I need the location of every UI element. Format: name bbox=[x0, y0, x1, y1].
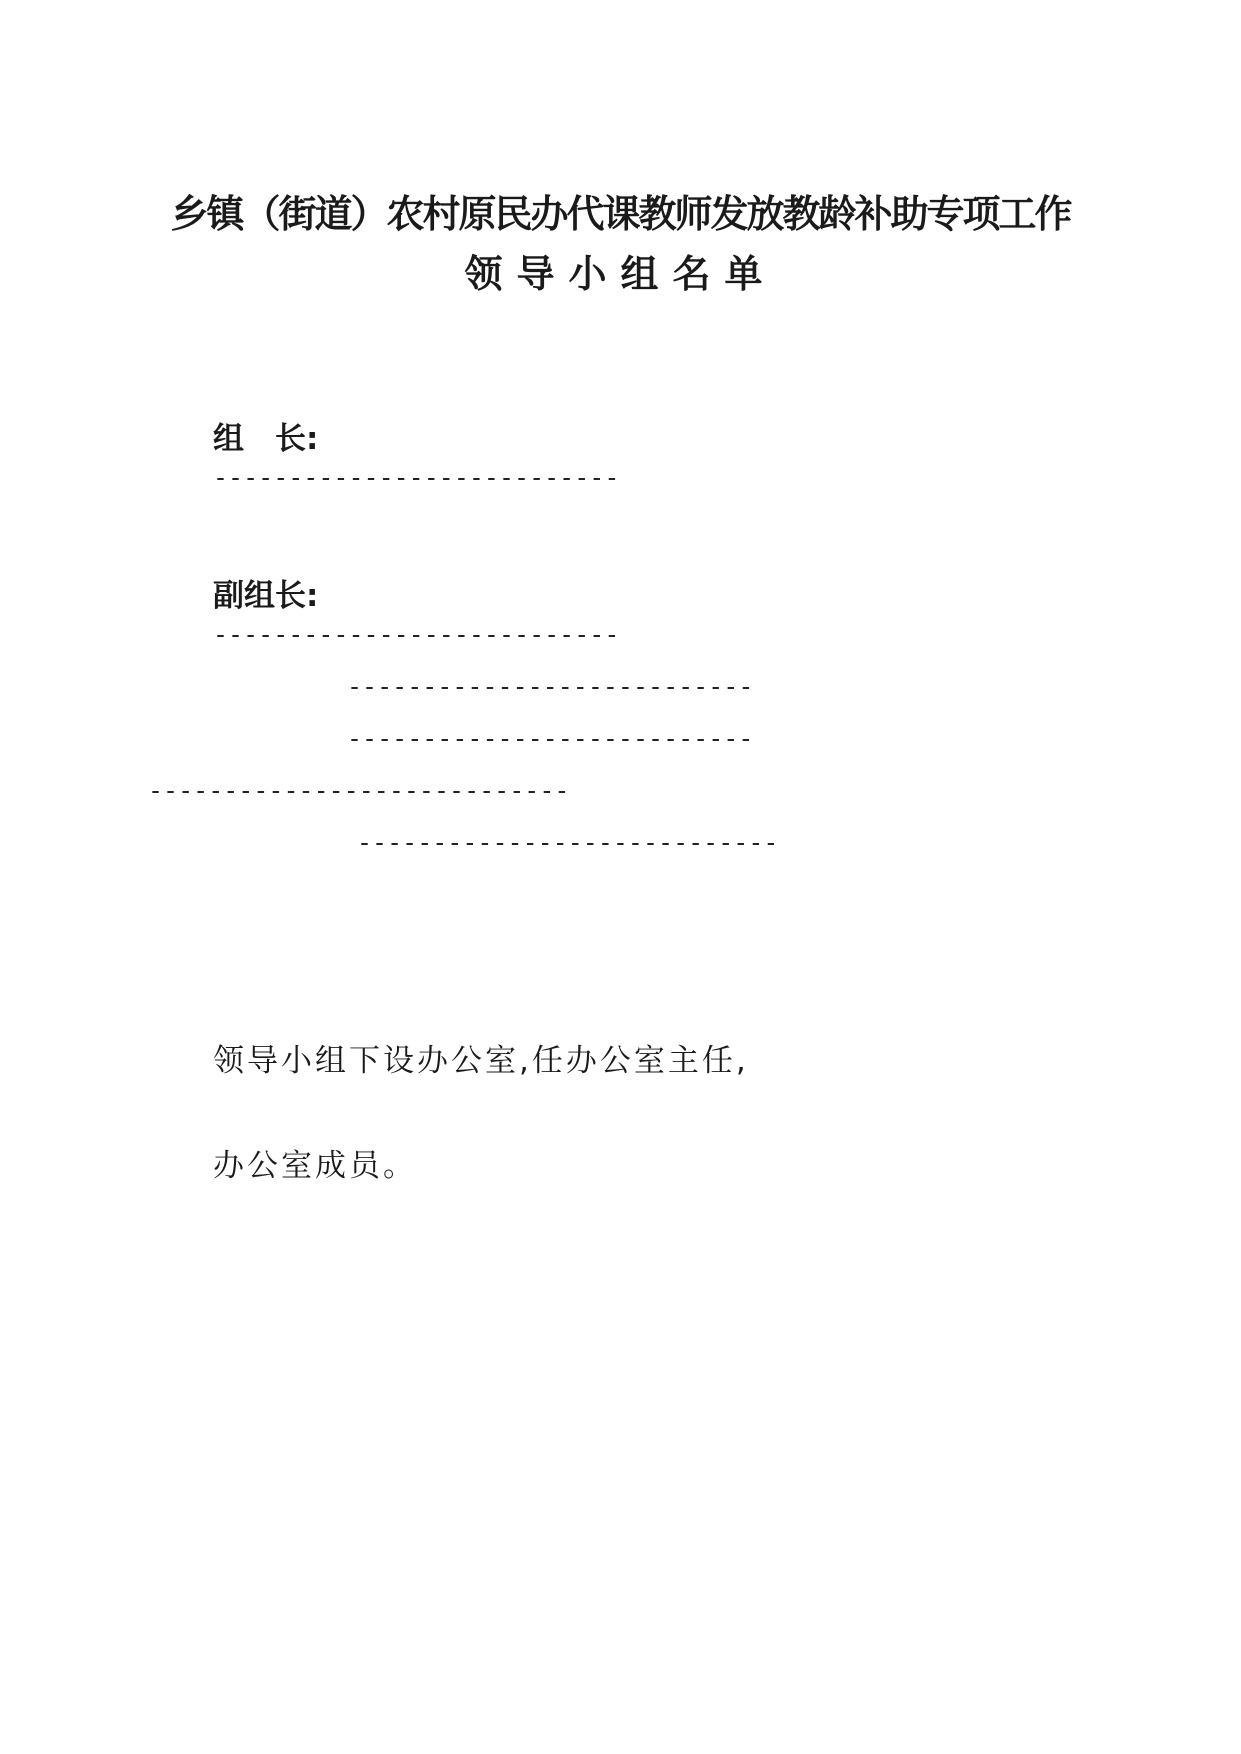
deputy-blank-line-3: --------------------------- bbox=[347, 724, 754, 753]
leader-label: 组 长: bbox=[213, 421, 319, 457]
deputy-blank-line-1: --------------------------- bbox=[213, 620, 620, 649]
deputy-blank-line-2: --------------------------- bbox=[347, 672, 754, 701]
deputy-blank-line-4: ---------------------------- bbox=[148, 776, 570, 805]
office-description: 领导小组下设办公室,任办公室主任, bbox=[213, 1043, 749, 1079]
deputy-leader-label: 副组长: bbox=[213, 578, 319, 614]
office-members: 办公室成员。 bbox=[213, 1148, 417, 1184]
deputy-blank-line-5: ---------------------------- bbox=[357, 828, 779, 857]
document-title: 乡镇（街道）农村原民办代课教师发放教龄补助专项工作 bbox=[170, 191, 1071, 236]
leader-blank-line: --------------------------- bbox=[213, 463, 620, 492]
document-subtitle: 领导小组名单 bbox=[464, 251, 777, 296]
